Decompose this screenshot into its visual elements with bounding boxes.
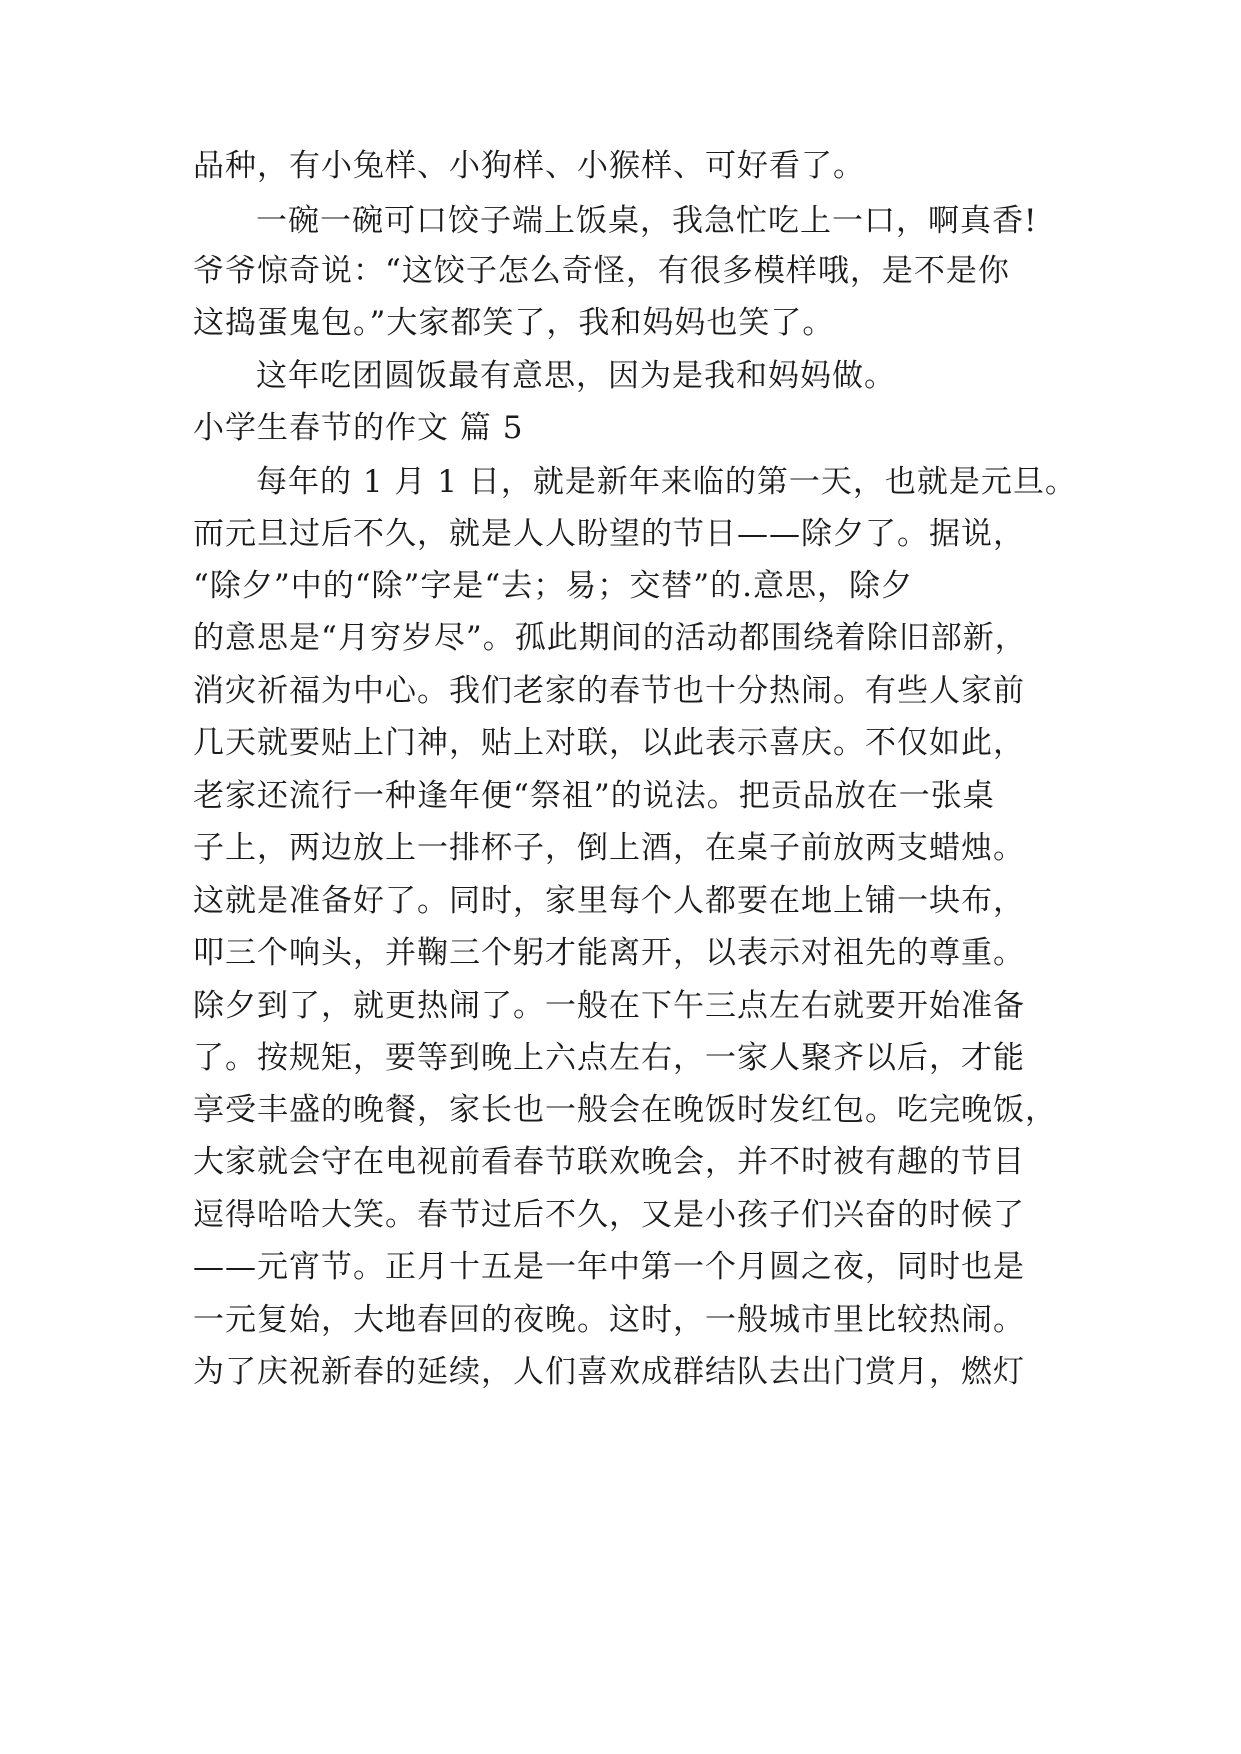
text-line: “除夕”中的“除”字是“去；易；交替”的.意思，除夕 <box>193 568 913 604</box>
text-line: ——元宵节。正月十五是一年中第一个月圆之夜，同时也是 <box>193 1249 1025 1285</box>
text-line: 老家还流行一种逢年便“祭祖”的说法。把贡品放在一张桌 <box>193 778 995 814</box>
text-line: 享受丰盛的晚餐，家长也一般会在晚饭时发红包。吃完晚饭， <box>193 1092 1057 1128</box>
text-line: 这年吃团圆饭最有意思，因为是我和妈妈做。 <box>256 358 896 394</box>
text-line: 一元复始，大地春回的夜晚。这时，一般城市里比较热闹。 <box>193 1302 1025 1338</box>
text-line: 大家就会守在电视前看春节联欢晚会，并不时被有趣的节目 <box>193 1144 1025 1180</box>
text-line: 每年的 1 月 1 日，就是新年来临的第一天，也就是元旦。 <box>256 464 1077 500</box>
text-line: 几天就要贴上门神，贴上对联，以此表示喜庆。不仅如此， <box>193 725 1025 761</box>
text-line: 这捣蛋鬼包。”大家都笑了，我和妈妈也笑了。 <box>193 305 835 341</box>
text-line: 消灾祈福为中心。我们老家的春节也十分热闹。有些人家前 <box>193 673 1025 709</box>
text-line: 而元旦过后不久，就是人人盼望的节日——除夕了。据说， <box>193 516 1025 552</box>
text-line: 叩三个响头，并鞠三个躬才能离开，以表示对祖先的尊重。 <box>193 935 1025 971</box>
text-line: 子上，两边放上一排杯子，倒上酒，在桌子前放两支蜡烛。 <box>193 830 1025 866</box>
text-line: 了。按规矩，要等到晚上六点左右，一家人聚齐以后，才能 <box>193 1040 1025 1076</box>
text-line: 除夕到了，就更热闹了。一般在下午三点左右就要开始准备 <box>193 988 1025 1024</box>
text-line: 爷爷惊奇说：“这饺子怎么奇怪，有很多模样哦，是不是你 <box>193 253 1010 289</box>
section-heading: 小学生春节的作文 篇 5 <box>193 410 524 446</box>
text-line: 品种，有小兔样、小狗样、小猴样、可好看了。 <box>193 148 865 184</box>
text-line: 逗得哈哈大笑。春节过后不久，又是小孩子们兴奋的时候了 <box>193 1197 1025 1233</box>
text-line: 的意思是“月穷岁尽”。孤此期间的活动都围绕着除旧部新， <box>193 620 1027 656</box>
text-line: 一碗一碗可口饺子端上饭桌，我急忙吃上一口，啊真香! <box>256 203 1038 239</box>
text-line: 为了庆祝新春的延续，人们喜欢成群结队去出门赏月，燃灯 <box>193 1354 1025 1390</box>
text-line: 这就是准备好了。同时，家里每个人都要在地上铺一块布， <box>193 883 1025 919</box>
